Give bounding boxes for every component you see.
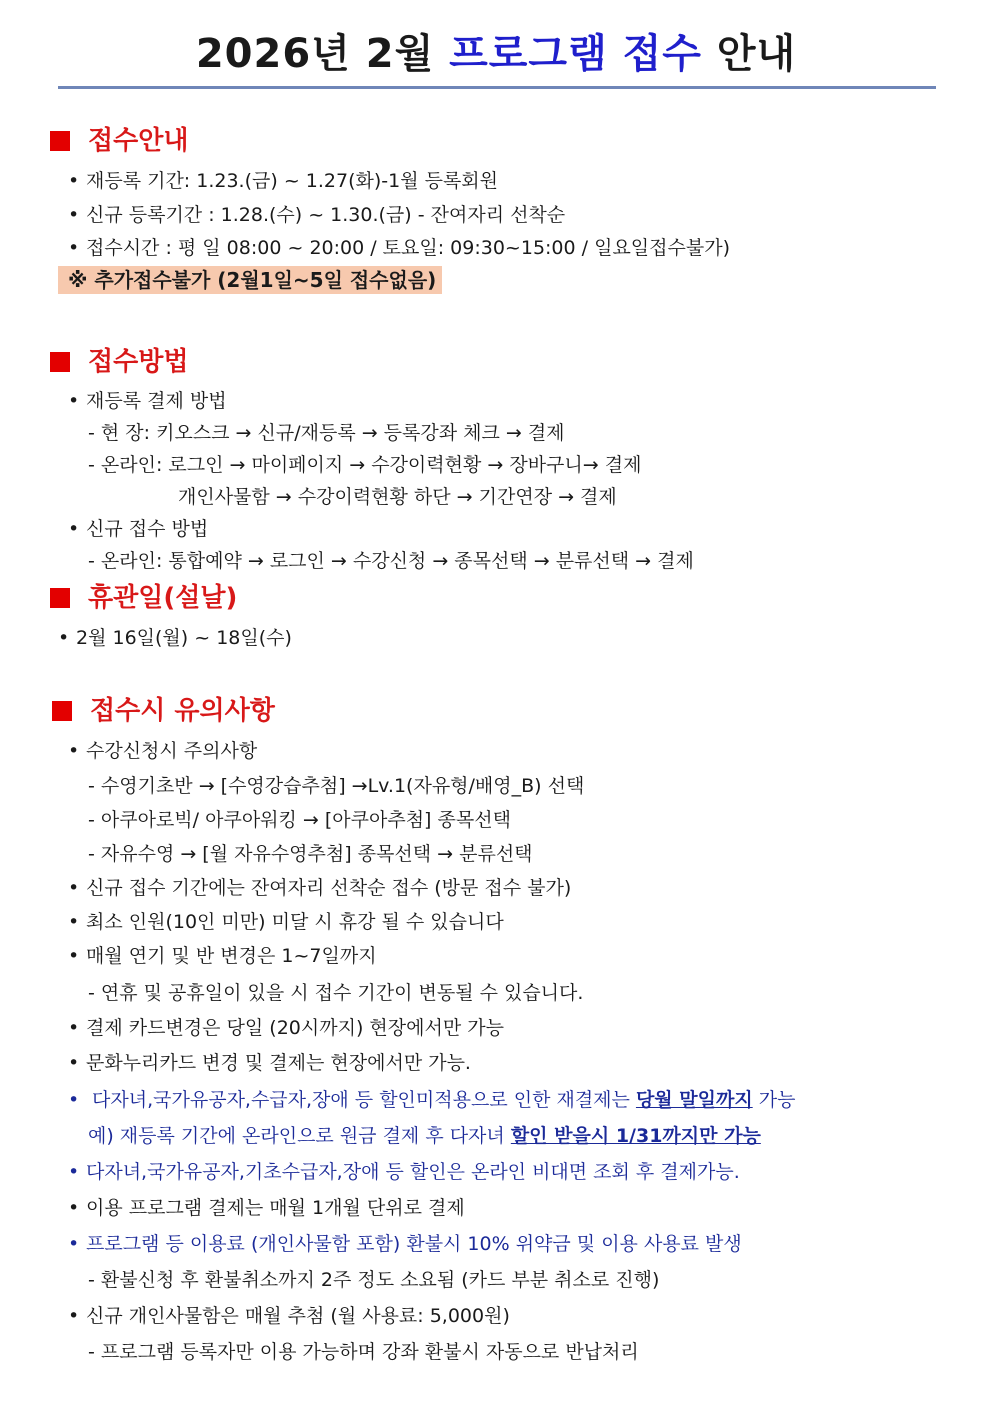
title-date: 2026년 2월 <box>195 31 435 77</box>
title-highlight: 프로그램 접수 <box>449 31 702 77</box>
list-item: • 재등록 기간: 1.23.(금) ~ 1.27(화)-1월 등록회원 <box>68 167 498 195</box>
list-item: • 매월 연기 및 반 변경은 1~7일까지 <box>68 942 377 970</box>
page-title <box>0 26 992 82</box>
list-item: • 결제 카드변경은 당일 (20시까지) 현장에서만 가능 <box>68 1014 504 1042</box>
title-suffix: 안내 <box>716 31 797 77</box>
sub-item: - 연휴 및 공휴일이 있을 시 접수 기간이 변동될 수 있습니다. <box>88 982 584 1004</box>
section-heading-registration-info <box>50 124 188 158</box>
list-item: • 이용 프로그램 결제는 매월 1개월 단위로 결제 <box>68 1194 465 1222</box>
example-deadline-highlight: 할인 받을시 1/31까지만 가능 <box>510 1125 761 1147</box>
list-item-discount-repayment <box>68 1086 795 1114</box>
example-note <box>88 1122 761 1150</box>
sub-item: 개인사물함 → 수강이력현황 하단 → 기간연장 → 결제 <box>178 486 617 508</box>
sub-item: - 온라인: 통합예약 → 로그인 → 수강신청 → 종목선택 → 분류선택 → 결제 <box>88 550 694 572</box>
list-item: • 프로그램 등 이용료 (개인사물함 포함) 환불시 10% 위약금 및 이용 사용료 발생 <box>68 1230 742 1258</box>
notice-banner: ※ 추가접수불가 (2월1일~5일 접수없음) <box>58 266 442 294</box>
list-item: • 다자녀,국가유공자,기초수급자,장애 등 할인은 온라인 비대면 조회 후 결제가능. <box>68 1158 740 1186</box>
sub-item: - 수영기초반 → [수영강습추첨] →Lv.1(자유형/배영_B) 선택 <box>88 775 585 797</box>
section-heading-holiday <box>50 581 237 615</box>
sub-item: - 환불신청 후 환불취소까지 2주 정도 소요됨 (카드 부분 취소로 진행) <box>88 1269 660 1291</box>
section-heading-text: 접수방법 <box>88 347 189 377</box>
list-item: • 접수시간 : 평 일 08:00 ~ 20:00 / 토요일: 09:30~15:00 / 일요일접수불가) <box>68 234 730 262</box>
discount-repayment-suffix: 가능 <box>758 1089 796 1111</box>
sub-item: - 자유수영 → [월 자유수영추첨] 종목선택 → 분류선택 <box>88 843 533 865</box>
list-item: • 신규 접수 방법 <box>68 515 208 543</box>
square-bullet-icon <box>50 588 70 608</box>
section-heading-registration-method <box>50 345 188 379</box>
title-divider <box>58 86 936 89</box>
section-heading-text: 접수시 유의사항 <box>90 696 275 726</box>
list-item: • 신규 접수 기간에는 잔여자리 선착순 접수 (방문 접수 불가) <box>68 874 571 902</box>
discount-repayment-text: 다자녀,국가유공자,수급자,장애 등 할인미적용으로 인한 재결제는 <box>92 1089 630 1111</box>
section-heading-text: 접수안내 <box>88 126 189 156</box>
square-bullet-icon <box>50 131 70 151</box>
list-item: • 수강신청시 주의사항 <box>68 737 257 765</box>
section-heading-precautions <box>52 694 275 728</box>
list-item: • 신규 개인사물함은 매월 추첨 (월 사용료: 5,000원) <box>68 1302 510 1330</box>
list-item: • 문화누리카드 변경 및 결제는 현장에서만 가능. <box>68 1049 471 1077</box>
list-item: • 재등록 결제 방법 <box>68 387 227 415</box>
list-item: • 최소 인원(10인 미만) 미달 시 휴강 될 수 있습니다 <box>68 908 504 936</box>
sub-item: - 온라인: 로그인 → 마이페이지 → 수강이력현황 → 장바구니→ 결제 <box>88 454 642 476</box>
sub-item: - 현 장: 키오스크 → 신규/재등록 → 등록강좌 체크 → 결제 <box>88 422 565 444</box>
example-text: 예) 재등록 기간에 온라인으로 원금 결제 후 다자녀 <box>88 1125 505 1147</box>
list-item: • 신규 등록기간 : 1.28.(수) ~ 1.30.(금) - 잔여자리 선착순 <box>68 201 565 229</box>
square-bullet-icon <box>50 352 70 372</box>
deadline-highlight: 당월 말일까지 <box>635 1089 753 1111</box>
section-heading-text: 휴관일(설날) <box>88 583 238 613</box>
sub-item: - 프로그램 등록자만 이용 가능하며 강좌 환불시 자동으로 반납처리 <box>88 1341 639 1363</box>
sub-item: - 아쿠아로빅/ 아쿠아워킹 → [아쿠아추첨] 종목선택 <box>88 809 511 831</box>
list-item: • 2월 16일(월) ~ 18일(수) <box>58 624 292 652</box>
square-bullet-icon <box>52 701 72 721</box>
